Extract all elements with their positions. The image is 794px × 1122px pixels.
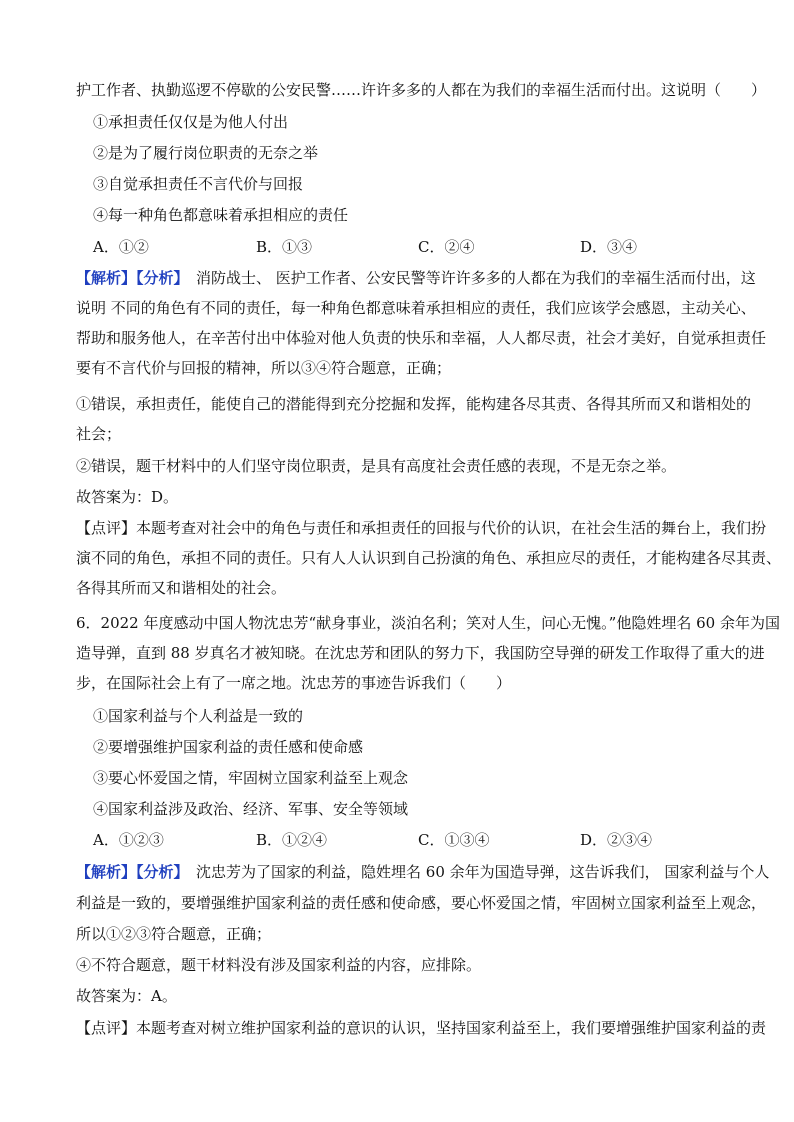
q5-option-b: B．①③ [256, 238, 313, 256]
q6-option-b: B．①②④ [256, 831, 328, 849]
q6-analysis-line-1: 【解析】【分析】 沈忠芳为了国家的利益，隐姓埋名 60 余年为国造导弹，这告诉我们， 国家利益与个人 [76, 863, 770, 881]
q5-stem-tail: 护工作者、执勤巡逻不停歇的公安民警……许许多多的人都在为我们的幸福生活而付出。这说明（ ） [76, 81, 767, 99]
q5-analysis-line-7: ②错误，题干材料中的人们坚守岗位职责，是具有高度社会责任感的表现，不是无奈之举。 [76, 457, 677, 475]
q6-option-c: C．①③④ [418, 831, 490, 849]
q5-analysis-line-5: ①错误，承担责任，能使自己的潜能得到充分挖掘和发挥，能构建各尽其责、各得其所而又和谐相处的 [76, 395, 752, 413]
q5-analysis-line-3: 帮助和服务他人，在辛苦付出中体验对他人负责的快乐和幸福，人人都尽责，社会才美好，自觉承担责任 [76, 329, 767, 347]
q5-comment-line-2: 演不同的角色，承担不同的责任。只有人人认识到自己扮演的角色、承担应尽的责任，才能构建各尽其责、 [76, 549, 782, 567]
q5-analysis-tag: 【解析】 [76, 269, 137, 287]
q5-item-1: ①承担责任仅仅是为他人付出 [93, 113, 289, 131]
q6-stem-line-3: 步，在国际社会上有了一席之地。沈忠芳的事迹告诉我们（ ） [76, 674, 512, 692]
q5-item-2: ②是为了履行岗位职责的无奈之举 [93, 144, 319, 162]
q6-options [93, 830, 713, 850]
q6-analysis-line-3: 所以①②③符合题意，正确； [76, 925, 272, 943]
q6-item-2: ②要增强维护国家利益的责任感和使命感 [93, 738, 364, 756]
q5-analysis-line-1: 【解析】【分析】 消防战士、 医护工作者、公安民警等许许多多的人都在为我们的幸福生活而付出，这 [76, 269, 756, 287]
q5-answer: 故答案为：D。 [76, 488, 179, 506]
q6-item-1: ①国家利益与个人利益是一致的 [93, 707, 304, 725]
q5-option-c: C．②④ [418, 238, 475, 256]
q5-analysis-line-4: 要有不言代价与回报的精神，所以③④符合题意，正确； [76, 359, 452, 377]
q5-comment-line-1: 【点评】本题考查对社会中的角色与责任和承担责任的回报与代价的认识，在社会生活的舞台上，我们扮 [76, 519, 767, 537]
q6-stem-line-2: 造导弹，直到 88 岁真名才被知晓。在沈忠芳和团队的努力下，我国防空导弹的研发工作取得了重大的进 [76, 644, 765, 662]
q6-item-4: ④国家利益涉及政治、经济、军事、安全等领域 [93, 800, 409, 818]
q6-option-d: D．②③④ [580, 831, 653, 849]
q6-answer: 故答案为：A。 [76, 987, 177, 1005]
q5-options [93, 237, 713, 257]
q5-item-4: ④每一种角色都意味着承担相应的责任 [93, 206, 349, 224]
q6-option-a: A．①②③ [93, 831, 164, 849]
q5-analysis-line-2: 说明 不同的角色有不同的责任，每一种角色都意味着承担相应的责任，我们应该学会感恩，主动关心、 [76, 299, 756, 317]
q6-stem-line-1: 6．2022 年度感动中国人物沈忠芳“献身事业，淡泊名利；笑对人生，问心无愧。”他隐姓埋名 60 余年为国 [76, 614, 780, 632]
q5-option-d: D．③④ [580, 238, 638, 256]
q6-analysis-line-4: ④不符合题意，题干材料没有涉及国家利益的内容，应排除。 [76, 956, 482, 974]
q6-analysis-line-2: 利益是一致的，要增强维护国家利益的责任感和使命感，要心怀爱国之情，牢固树立国家利益至上观念， [76, 894, 767, 912]
q6-analysis-tag: 【解析】 [76, 863, 137, 881]
q5-comment-line-3: 各得其所而又和谐相处的社会。 [76, 579, 287, 597]
q5-analysis-line-6: 社会； [76, 425, 122, 443]
q6-comment-line-1: 【点评】本题考查对树立维护国家利益的意识的认识，坚持国家利益至上，我们要增强维护国家利益的责 [76, 1019, 767, 1037]
q5-item-3: ③自觉承担责任不言代价与回报 [93, 175, 304, 193]
q5-option-a: A．①② [93, 238, 149, 256]
q6-item-3: ③要心怀爱国之情，牢固树立国家利益至上观念 [93, 769, 409, 787]
